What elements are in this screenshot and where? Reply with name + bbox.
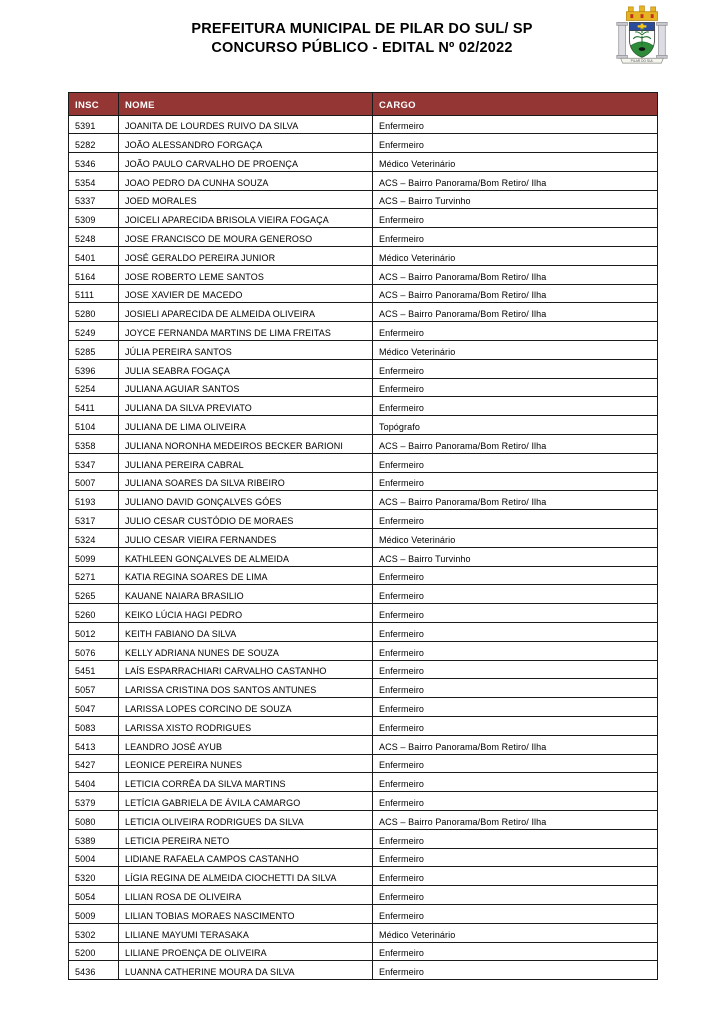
cargo-cell: Enfermeiro bbox=[373, 829, 658, 848]
table-row bbox=[69, 829, 658, 848]
insc-cell: 5354 bbox=[69, 171, 119, 190]
insc-cell: 5337 bbox=[69, 190, 119, 209]
insc-cell: 5285 bbox=[69, 341, 119, 360]
table-row bbox=[69, 529, 658, 548]
table-row bbox=[69, 867, 658, 886]
insc-cell: 5012 bbox=[69, 623, 119, 642]
nome-cell: LILIANE MAYUMI TERASAKA bbox=[119, 923, 373, 942]
cargo-cell: Enfermeiro bbox=[373, 472, 658, 491]
cargo-cell: Enfermeiro bbox=[373, 942, 658, 961]
insc-cell: 5347 bbox=[69, 453, 119, 472]
cargo-cell: Enfermeiro bbox=[373, 228, 658, 247]
insc-cell: 5193 bbox=[69, 491, 119, 510]
table-row bbox=[69, 171, 658, 190]
cargo-cell: Enfermeiro bbox=[373, 792, 658, 811]
nome-cell: LUANNA CATHERINE MOURA DA SILVA bbox=[119, 961, 373, 980]
insc-cell: 5391 bbox=[69, 115, 119, 134]
nome-cell: JULIA SEABRA FOGAÇA bbox=[119, 359, 373, 378]
shield-icon bbox=[629, 22, 654, 57]
table-row bbox=[69, 547, 658, 566]
cargo-cell: Enfermeiro bbox=[373, 886, 658, 905]
insc-cell: 5436 bbox=[69, 961, 119, 980]
insc-cell: 5401 bbox=[69, 247, 119, 266]
nome-cell: JOSE ROBERTO LEME SANTOS bbox=[119, 265, 373, 284]
table-row bbox=[69, 265, 658, 284]
insc-cell: 5080 bbox=[69, 810, 119, 829]
nome-cell: LARISSA CRISTINA DOS SANTOS ANTUNES bbox=[119, 679, 373, 698]
cargo-cell: ACS – Bairro Panorama/Bom Retiro/ Ilha bbox=[373, 735, 658, 754]
cargo-cell: Enfermeiro bbox=[373, 904, 658, 923]
insc-cell: 5280 bbox=[69, 303, 119, 322]
insc-cell: 5324 bbox=[69, 529, 119, 548]
insc-cell: 5099 bbox=[69, 547, 119, 566]
insc-cell: 5379 bbox=[69, 792, 119, 811]
crown-icon bbox=[626, 6, 657, 21]
nome-cell: JOED MORALES bbox=[119, 190, 373, 209]
insc-cell: 5404 bbox=[69, 773, 119, 792]
nome-cell: JULIANA PEREIRA CABRAL bbox=[119, 453, 373, 472]
insc-cell: 5076 bbox=[69, 641, 119, 660]
title-line-1: PREFEITURA MUNICIPAL DE PILAR DO SUL/ SP bbox=[191, 21, 533, 37]
cargo-cell: Enfermeiro bbox=[373, 134, 658, 153]
cargo-cell: Médico Veterinário bbox=[373, 341, 658, 360]
table-row bbox=[69, 378, 658, 397]
nome-cell: JULIO CESAR CUSTÓDIO DE MORAES bbox=[119, 510, 373, 529]
insc-cell: 5317 bbox=[69, 510, 119, 529]
cargo-cell: Enfermeiro bbox=[373, 510, 658, 529]
cargo-cell: Médico Veterinário bbox=[373, 153, 658, 172]
insc-cell: 5111 bbox=[69, 284, 119, 303]
nome-cell: JOÃO PAULO CARVALHO DE PROENÇA bbox=[119, 153, 373, 172]
nome-cell: JOÃO ALESSANDRO FORGAÇA bbox=[119, 134, 373, 153]
cargo-cell: Enfermeiro bbox=[373, 867, 658, 886]
nome-cell: JÚLIA PEREIRA SANTOS bbox=[119, 341, 373, 360]
nome-cell: LARISSA XISTO RODRIGUES bbox=[119, 717, 373, 736]
cargo-cell: Enfermeiro bbox=[373, 209, 658, 228]
column-header-nome: NOME bbox=[119, 93, 373, 116]
nome-cell: JULIANA DE LIMA OLIVEIRA bbox=[119, 416, 373, 435]
cargo-cell: Enfermeiro bbox=[373, 641, 658, 660]
table-row bbox=[69, 961, 658, 980]
table-row bbox=[69, 923, 658, 942]
cargo-cell: Enfermeiro bbox=[373, 322, 658, 341]
insc-cell: 5320 bbox=[69, 867, 119, 886]
table-row bbox=[69, 735, 658, 754]
insc-cell: 5427 bbox=[69, 754, 119, 773]
nome-cell: LAÍS ESPARRACHIARI CARVALHO CASTANHO bbox=[119, 660, 373, 679]
cargo-cell: ACS – Bairro Panorama/Bom Retiro/ Ilha bbox=[373, 435, 658, 454]
insc-cell: 5054 bbox=[69, 886, 119, 905]
table-row bbox=[69, 886, 658, 905]
table-header bbox=[69, 93, 658, 116]
table-row bbox=[69, 453, 658, 472]
city-crest-logo bbox=[612, 3, 672, 67]
insc-cell: 5200 bbox=[69, 942, 119, 961]
cargo-cell: Enfermeiro bbox=[373, 754, 658, 773]
nome-cell: JOAO PEDRO DA CUNHA SOUZA bbox=[119, 171, 373, 190]
cargo-cell: Enfermeiro bbox=[373, 961, 658, 980]
cargo-cell: Médico Veterinário bbox=[373, 529, 658, 548]
nome-cell: LARISSA LOPES CORCINO DE SOUZA bbox=[119, 698, 373, 717]
cargo-cell: Enfermeiro bbox=[373, 848, 658, 867]
nome-cell: LIDIANE RAFAELA CAMPOS CASTANHO bbox=[119, 848, 373, 867]
banner-text: PILAR DO SUL bbox=[630, 59, 654, 64]
cargo-cell: Médico Veterinário bbox=[373, 247, 658, 266]
table-row bbox=[69, 435, 658, 454]
nome-cell: KATIA REGINA SOARES DE LIMA bbox=[119, 566, 373, 585]
insc-cell: 5254 bbox=[69, 378, 119, 397]
insc-cell: 5248 bbox=[69, 228, 119, 247]
cargo-cell: Enfermeiro bbox=[373, 115, 658, 134]
table-row bbox=[69, 510, 658, 529]
animal-icon bbox=[639, 47, 646, 51]
table-row bbox=[69, 679, 658, 698]
cargo-cell: Topógrafo bbox=[373, 416, 658, 435]
table-row bbox=[69, 717, 658, 736]
cargo-cell: Médico Veterinário bbox=[373, 923, 658, 942]
banner-ribbon bbox=[621, 58, 664, 63]
insc-cell: 5389 bbox=[69, 829, 119, 848]
nome-cell: JULIANO DAVID GONÇALVES GÓES bbox=[119, 491, 373, 510]
nome-cell: LILIAN TOBIAS MORAES NASCIMENTO bbox=[119, 904, 373, 923]
table-row bbox=[69, 491, 658, 510]
insc-cell: 5358 bbox=[69, 435, 119, 454]
table-row bbox=[69, 942, 658, 961]
cargo-cell: Enfermeiro bbox=[373, 698, 658, 717]
cargo-cell: Enfermeiro bbox=[373, 679, 658, 698]
cargo-cell: ACS – Bairro Turvinho bbox=[373, 547, 658, 566]
insc-cell: 5004 bbox=[69, 848, 119, 867]
table-row bbox=[69, 416, 658, 435]
title-line-2: CONCURSO PÚBLICO - EDITAL Nº 02/2022 bbox=[211, 40, 513, 56]
table-row bbox=[69, 904, 658, 923]
table-row bbox=[69, 190, 658, 209]
table-row bbox=[69, 585, 658, 604]
cargo-cell: ACS – Bairro Panorama/Bom Retiro/ Ilha bbox=[373, 810, 658, 829]
insc-cell: 5302 bbox=[69, 923, 119, 942]
nome-cell: JULIANA SOARES DA SILVA RIBEIRO bbox=[119, 472, 373, 491]
nome-cell: JULIO CESAR VIEIRA FERNANDES bbox=[119, 529, 373, 548]
insc-cell: 5282 bbox=[69, 134, 119, 153]
nome-cell: LEANDRO JOSÉ AYUB bbox=[119, 735, 373, 754]
nome-cell: JOANITA DE LOURDES RUIVO DA SILVA bbox=[119, 115, 373, 134]
cargo-cell: Enfermeiro bbox=[373, 378, 658, 397]
cargo-cell: ACS – Bairro Panorama/Bom Retiro/ Ilha bbox=[373, 265, 658, 284]
cargo-cell: ACS – Bairro Panorama/Bom Retiro/ Ilha bbox=[373, 491, 658, 510]
insc-cell: 5164 bbox=[69, 265, 119, 284]
table-row bbox=[69, 303, 658, 322]
nome-cell: LETICIA CORRÊA DA SILVA MARTINS bbox=[119, 773, 373, 792]
nome-cell: JOSE FRANCISCO DE MOURA GENEROSO bbox=[119, 228, 373, 247]
table-row bbox=[69, 848, 658, 867]
cargo-cell: Enfermeiro bbox=[373, 397, 658, 416]
nome-cell: JOICELI APARECIDA BRISOLA VIEIRA FOGAÇA bbox=[119, 209, 373, 228]
table-row bbox=[69, 397, 658, 416]
cargo-cell: Enfermeiro bbox=[373, 604, 658, 623]
insc-cell: 5413 bbox=[69, 735, 119, 754]
insc-cell: 5104 bbox=[69, 416, 119, 435]
nome-cell: LILIANE PROENÇA DE OLIVEIRA bbox=[119, 942, 373, 961]
column-header-cargo: CARGO bbox=[373, 93, 658, 116]
cargo-cell: Enfermeiro bbox=[373, 660, 658, 679]
table-row bbox=[69, 359, 658, 378]
cargo-cell: Enfermeiro bbox=[373, 623, 658, 642]
results-table bbox=[68, 92, 658, 980]
table-row bbox=[69, 604, 658, 623]
cargo-cell: Enfermeiro bbox=[373, 566, 658, 585]
table-row bbox=[69, 247, 658, 266]
table-row bbox=[69, 322, 658, 341]
nome-cell: LETÍCIA GABRIELA DE ÁVILA CAMARGO bbox=[119, 792, 373, 811]
nome-cell: LILIAN ROSA DE OLIVEIRA bbox=[119, 886, 373, 905]
insc-cell: 5346 bbox=[69, 153, 119, 172]
table-row bbox=[69, 623, 658, 642]
table-row bbox=[69, 209, 658, 228]
insc-cell: 5260 bbox=[69, 604, 119, 623]
cargo-cell: Enfermeiro bbox=[373, 453, 658, 472]
cargo-cell: ACS – Bairro Turvinho bbox=[373, 190, 658, 209]
insc-cell: 5249 bbox=[69, 322, 119, 341]
table-row bbox=[69, 566, 658, 585]
nome-cell: KATHLEEN GONÇALVES DE ALMEIDA bbox=[119, 547, 373, 566]
cargo-cell: Enfermeiro bbox=[373, 585, 658, 604]
insc-cell: 5451 bbox=[69, 660, 119, 679]
insc-cell: 5007 bbox=[69, 472, 119, 491]
nome-cell: JULIANA DA SILVA PREVIATO bbox=[119, 397, 373, 416]
insc-cell: 5009 bbox=[69, 904, 119, 923]
column-header-insc: INSC bbox=[69, 93, 119, 116]
table-row bbox=[69, 341, 658, 360]
nome-cell: KEIKO LÚCIA HAGI PEDRO bbox=[119, 604, 373, 623]
nome-cell: JOYCE FERNANDA MARTINS DE LIMA FREITAS bbox=[119, 322, 373, 341]
insc-cell: 5265 bbox=[69, 585, 119, 604]
table-row bbox=[69, 472, 658, 491]
nome-cell: JULIANA NORONHA MEDEIROS BECKER BARIONI bbox=[119, 435, 373, 454]
insc-cell: 5083 bbox=[69, 717, 119, 736]
nome-cell: LETICIA OLIVEIRA RODRIGUES DA SILVA bbox=[119, 810, 373, 829]
nome-cell: LETICIA PEREIRA NETO bbox=[119, 829, 373, 848]
cargo-cell: ACS – Bairro Panorama/Bom Retiro/ Ilha bbox=[373, 303, 658, 322]
insc-cell: 5396 bbox=[69, 359, 119, 378]
insc-cell: 5271 bbox=[69, 566, 119, 585]
insc-cell: 5309 bbox=[69, 209, 119, 228]
cargo-cell: Enfermeiro bbox=[373, 717, 658, 736]
table-row bbox=[69, 115, 658, 134]
table-row bbox=[69, 641, 658, 660]
nome-cell: JOSÉ GERALDO PEREIRA JUNIOR bbox=[119, 247, 373, 266]
table-row bbox=[69, 134, 658, 153]
insc-cell: 5057 bbox=[69, 679, 119, 698]
insc-cell: 5411 bbox=[69, 397, 119, 416]
nome-cell: LEONICE PEREIRA NUNES bbox=[119, 754, 373, 773]
nome-cell: JOSIELI APARECIDA DE ALMEIDA OLIVEIRA bbox=[119, 303, 373, 322]
cargo-cell: ACS – Bairro Panorama/Bom Retiro/ Ilha bbox=[373, 284, 658, 303]
table-row bbox=[69, 792, 658, 811]
table-row bbox=[69, 228, 658, 247]
nome-cell: LÍGIA REGINA DE ALMEIDA CIOCHETTI DA SILVA bbox=[119, 867, 373, 886]
table-row bbox=[69, 660, 658, 679]
nome-cell: JULIANA AGUIAR SANTOS bbox=[119, 378, 373, 397]
nome-cell: KELLY ADRIANA NUNES DE SOUZA bbox=[119, 641, 373, 660]
table-body bbox=[69, 115, 658, 980]
cargo-cell: ACS – Bairro Panorama/Bom Retiro/ Ilha bbox=[373, 171, 658, 190]
table-row bbox=[69, 754, 658, 773]
table-row bbox=[69, 698, 658, 717]
table-row bbox=[69, 810, 658, 829]
cargo-cell: Enfermeiro bbox=[373, 359, 658, 378]
nome-cell: KEITH FABIANO DA SILVA bbox=[119, 623, 373, 642]
cargo-cell: Enfermeiro bbox=[373, 773, 658, 792]
nome-cell: KAUANE NAIARA BRASILIO bbox=[119, 585, 373, 604]
table-row bbox=[69, 773, 658, 792]
nome-cell: JOSE XAVIER DE MACEDO bbox=[119, 284, 373, 303]
insc-cell: 5047 bbox=[69, 698, 119, 717]
table-row bbox=[69, 153, 658, 172]
table-row bbox=[69, 284, 658, 303]
